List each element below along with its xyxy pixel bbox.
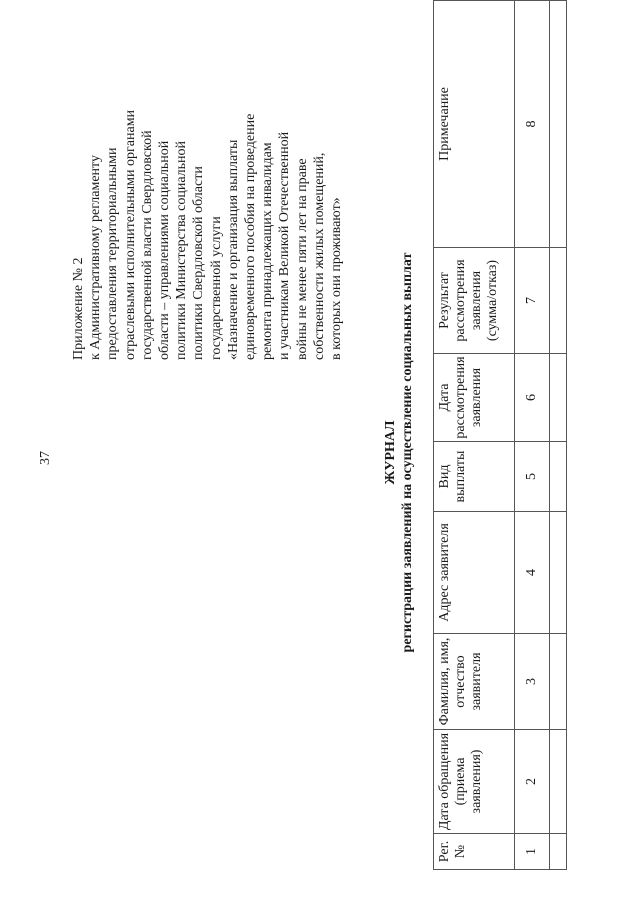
appendix-line: предоставления территориальными [105,147,121,360]
appendix-line: области – управлениями социальной [157,140,173,360]
empty-cell [550,834,567,870]
column-header-reg-number: Рег. № [434,834,515,870]
column-header-payment-type: Вид выплаты [434,442,515,512]
table-number-row [515,1,550,870]
column-header-request-date: Дата обращения (приема заявления) [434,730,515,834]
appendix-line: ремонта принадлежащих инвалидам [260,142,276,360]
column-header-review-date: Дата рассмотрения заявления [434,354,515,442]
empty-cell [550,354,567,442]
column-number: 8 [515,1,550,248]
table-empty-row [550,1,567,870]
appendix-line: отраслевыми исполнительными органами [122,109,138,360]
journal-subtitle: регистрации заявлений на осуществление социальных выплат [400,252,415,653]
column-number: 7 [515,248,550,354]
appendix-block [70,20,345,360]
column-header-applicant-address: Адрес заявителя [434,512,515,634]
table-header-row [434,1,515,870]
appendix-line: политики Свердловской области [191,166,207,360]
empty-cell [550,442,567,512]
column-number: 3 [515,634,550,730]
page-number: 37 [38,451,53,465]
empty-cell [550,1,567,248]
empty-cell [550,512,567,634]
journal-heading [382,0,416,905]
appendix-line: государственной услуги [208,216,224,360]
appendix-line: государственной власти Свердловской [139,130,155,360]
appendix-line: собственности жилых помещений, [311,152,327,360]
appendix-line: политики Министерства социальной [174,140,190,360]
column-number: 1 [515,834,550,870]
empty-cell [550,730,567,834]
appendix-line: войны не менее пяти лет на праве [294,158,310,360]
empty-cell [550,248,567,354]
empty-cell [550,634,567,730]
column-header-note: Примечание [434,1,515,248]
journal-table [433,0,567,870]
column-number: 5 [515,442,550,512]
column-number: 4 [515,512,550,634]
appendix-line: к Административному регламенту [88,155,104,360]
appendix-line: «Назначение и организация выплаты [225,139,241,360]
appendix-line: и участникам Великой Отечественной [277,131,293,360]
appendix-line: Приложение № 2 [71,257,86,360]
column-header-applicant-name: Фамилия, имя, отчество заявителя [434,634,515,730]
column-header-review-result: Результат рассмотрения заявления (сумма/отказ) [434,248,515,354]
column-number: 6 [515,354,550,442]
journal-title: ЖУРНАЛ [383,420,398,485]
appendix-line: в которых они проживают» [329,197,345,360]
appendix-line: единовременного пособия на проведение [243,113,259,360]
column-number: 2 [515,730,550,834]
